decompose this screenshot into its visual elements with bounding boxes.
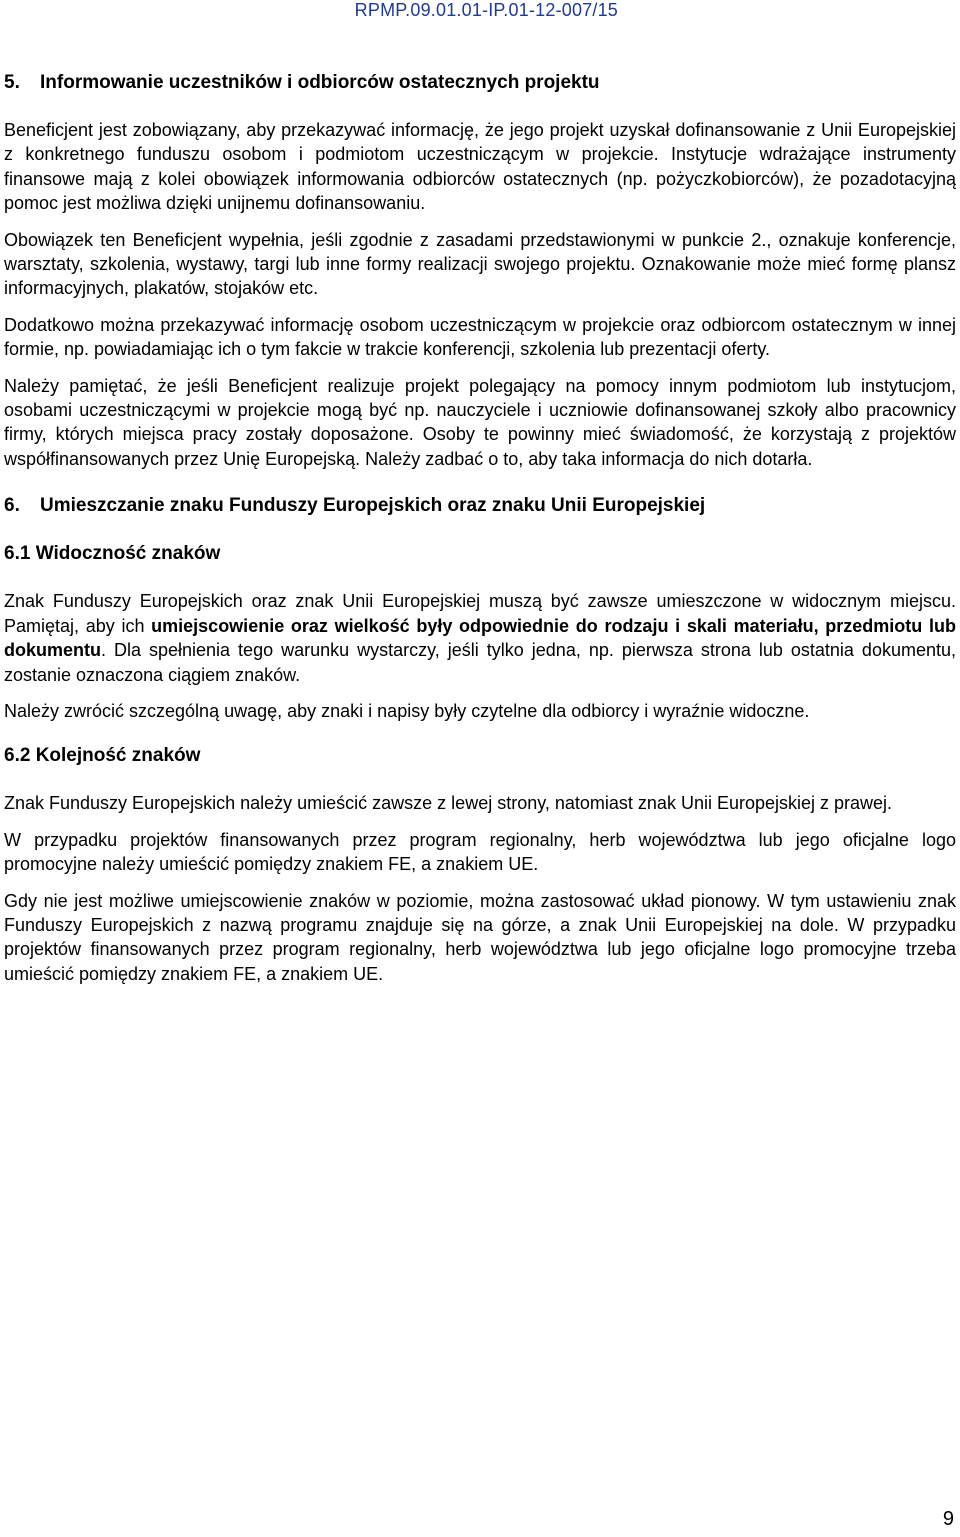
section-6-1-paragraph-2: Należy zwrócić szczególną uwagę, aby znaki i napisy były czytelne dla odbiorcy i wyraźnie widoczne. (4, 700, 810, 721)
document-body (4, 70, 956, 998)
page-number: 9 (942, 1508, 954, 1530)
section-5-paragraph-1: Beneficjent jest zobowiązany, aby przekazywać informację, że jego projekt uzyskał dofinansowanie z Unii Europejskiej z konkretnego funduszu osobom i podmiotom uczestniczącym w projekcie. Instytucje wdrażające instrumenty finansowe mają z kolei obowiązek informowania odbiorców ostatecznych (np. pożyczkobiorców), że pozadotacyjną pomoc jest możliwa dzięki unijnemu dofinansowaniu. (4, 120, 956, 214)
section-5-paragraph-3: Dodatkowo można przekazywać informację osobom uczestniczącym w projekcie oraz odbiorcom ostatecznym w innej formie, np. powiadamiając ich o tym fakcie w trakcie konferencji, szkolenia lub prezentacji oferty. (4, 314, 956, 360)
section-6-1-paragraph-1 (4, 589, 956, 687)
section-5-number: 5. (4, 72, 20, 93)
section-6-2-paragraph-3: Gdy nie jest możliwe umiejscowienie znaków w poziomie, można zastosować układ pionowy. W tym ustawieniu znak Funduszy Europejskich z nazwą programu znajduje się na górze, a znak Unii Europejskiej na dole. W przypadku projektów finansowanych przez program regionalny, herb województwa lub jego oficjalne logo promocyjne trzeba umieścić pomiędzy znakiem FE, a znakiem UE. (4, 890, 956, 984)
section-5-heading (4, 70, 956, 96)
section-6-1-heading: 6.1 Widoczność znaków (4, 543, 221, 565)
section-6-number: 6. (4, 495, 20, 517)
section-6-2-paragraph-1: Znak Funduszy Europejskich należy umieścić zawsze z lewej strony, natomiast znak Unii Europejskiej z prawej. (4, 793, 893, 814)
section-5-paragraph-4: Należy pamiętać, że jeśli Beneficjent realizuje projekt polegający na pomocy innym podmiotom lub instytucjom, osobami uczestniczącymi w projekcie mogą być np. nauczyciele i uczniowie dofinansowanej szkoły albo pracownicy firmy, których miejsca pracy zostały doposażone. Osoby te powinny mieć świadomość, że korzystają z projektów współfinansowanych przez Unię Europejską. Należy zadbać o to, aby taka informacja do nich dotarła. (4, 375, 956, 469)
section-6-2-paragraph-2: W przypadku projektów finansowanych przez program regionalny, herb województwa lub jego oficjalne logo promocyjne należy umieścić pomiędzy znakiem FE, a znakiem UE. (4, 829, 956, 875)
section-6-1-paragraph-1-end: . Dla spełnienia tego warunku wystarczy, jeśli tylko jedna, np. pierwsza strona lub ostatnia dokumentu, zostanie oznaczona ciągiem znaków. (4, 640, 956, 685)
section-6-1-paragraph-1-start: Znak Funduszy Europejskich oraz znak Unii Europejskiej muszą być zawsze umieszczone w widocznym miejscu. Pamiętaj, aby ich (4, 591, 956, 636)
section-6-1-paragraph-1-bold: umiejscowienie oraz wielkość były odpowiednie do rodzaju i skali materiału, przedmiotu lub dokumentu (4, 615, 956, 661)
section-6-title: Umieszczanie znaku Funduszy Europejskich oraz znaku Unii Europejskiej (40, 495, 706, 517)
section-6-2-heading: 6.2 Kolejność znaków (4, 745, 201, 767)
section-5-paragraph-2: Obowiązek ten Beneficjent wypełnia, jeśli zgodnie z zasadami przedstawionymi w punkcie 2., oznakuje konferencje, warsztaty, szkolenia, wystawy, targi lub inne formy realizacji swojego projektu. Oznakowanie może mieć formę plansz informacyjnych, plakatów, stojaków etc. (4, 229, 956, 299)
section-5-title: Informowanie uczestników i odbiorców ostatecznych projektu (40, 72, 600, 93)
section-6-heading (4, 493, 956, 519)
document-code: RPMP.09.01.01-IP.01-12-007/15 (354, 0, 618, 20)
